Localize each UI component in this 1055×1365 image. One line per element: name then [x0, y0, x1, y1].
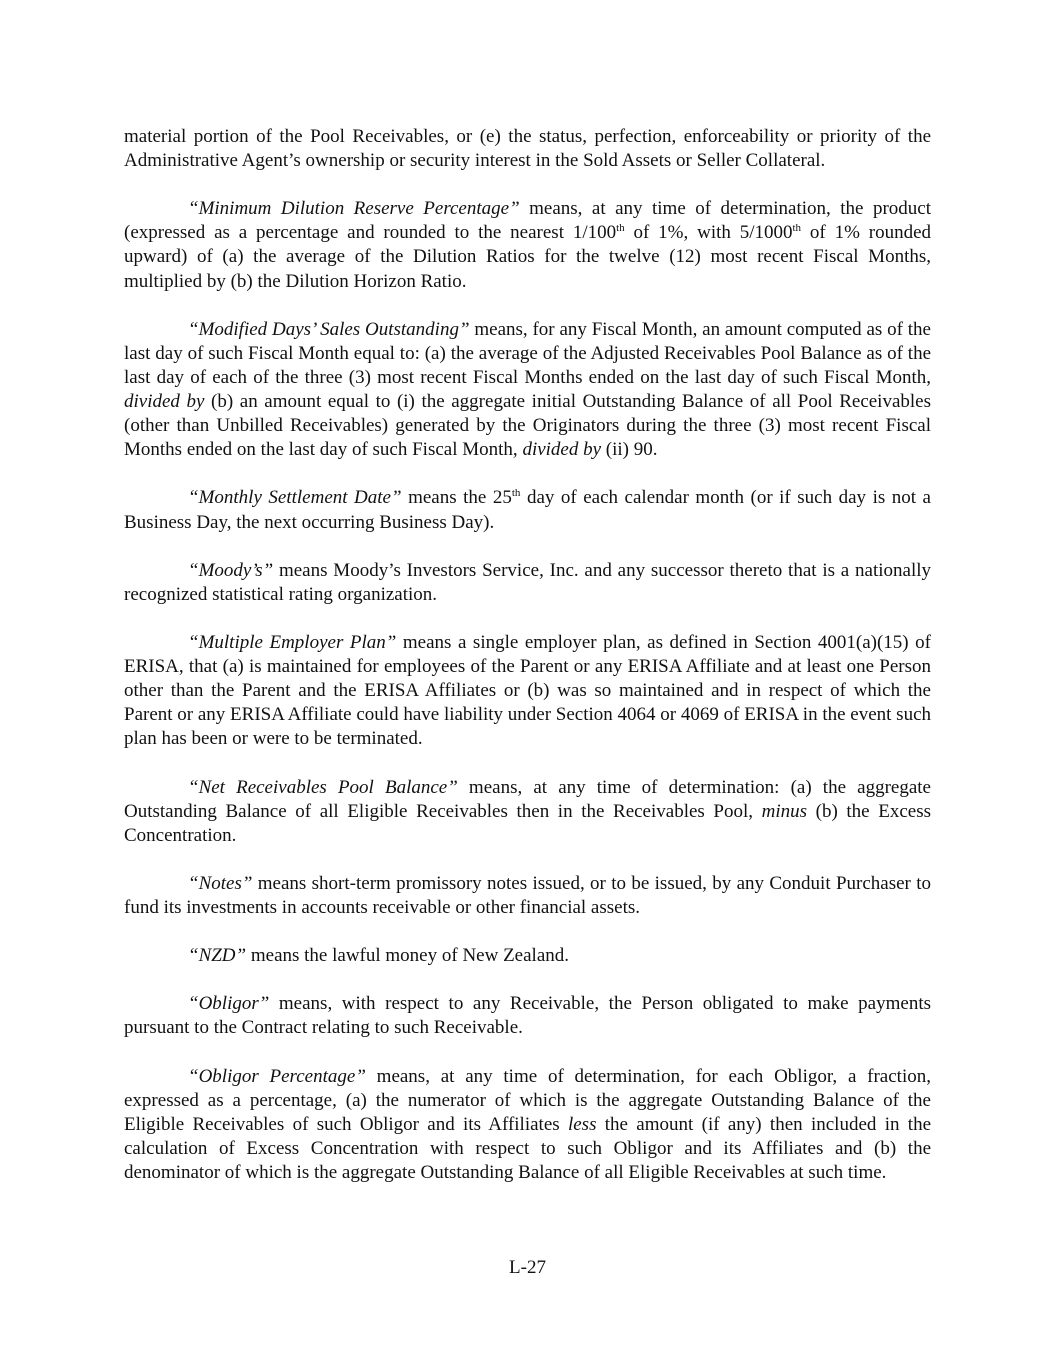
superscript: th — [616, 222, 625, 235]
definition-text: means a single employer plan, as defined in Section 4001(a)(15) of ERISA, that (a) is maintained for employees of the Parent or any ERISA Affiliate and at least one Person other than the Parent and the ERISA Affiliates or (b) was so maintained and in respect of which the Parent or any ERISA Affiliate could have liability under Section 4064 or 4069 of ERISA in the event such plan has been or were to be terminated. — [124, 631, 932, 750]
page-number: L-27 — [509, 1257, 546, 1278]
definition-nzd — [124, 944, 931, 968]
definition-text: means, at any time of determination, the product (expressed as a percentage and rounded to the nearest 1/100 — [124, 198, 931, 244]
definition-text: means, at any time of determination, for each Obligor, a fraction, expressed as a percentage, (a) the numerator of which is the aggregate Outstanding Balance of the Eligible Receivables of such Obligor and its Affiliates — [124, 1065, 931, 1135]
defined-term: “Obligor Percentage” — [188, 1065, 366, 1087]
italic-text: divided by — [522, 439, 602, 461]
definition-text: means Moody’s Investors Service, Inc. and any successor thereto that is a nationally recognized statistical rating organization. — [124, 559, 931, 605]
definition-monthly-settlement-date — [124, 486, 931, 534]
defined-term: “Obligor” — [188, 993, 270, 1015]
definition-obligor-percentage — [124, 1065, 931, 1185]
definition-obligor — [124, 992, 931, 1040]
defined-term: “Modified Days’ Sales Outstanding” — [188, 318, 470, 340]
definition-text: (b) the Excess Concentration. — [124, 800, 931, 846]
defined-term: “Notes” — [188, 872, 253, 894]
defined-term: “Net Receivables Pool Balance” — [188, 776, 458, 798]
definition-minimum-dilution-reserve-percentage — [124, 197, 931, 293]
definition-net-receivables-pool-balance — [124, 776, 931, 848]
definition-text: means, for any Fiscal Month, an amount computed as of the last day of such Fiscal Month equal to: (a) the average of the Adjusted Receivables Pool Balance as of the last day of each of the three (3) most recent Fiscal Months ended on the last day of such Fiscal Month, — [124, 318, 931, 388]
definition-text: means the lawful money of New Zealand. — [246, 945, 569, 967]
definition-text: (ii) 90. — [601, 439, 658, 461]
definition-text: of 1% rounded upward) of (a) the average of the Dilution Ratios for the twelve (12) most recent Fiscal Months, multiplied by (b) the Dilution Horizon Ratio. — [124, 222, 931, 292]
definition-text: of 1%, with 5/1000 — [624, 222, 793, 244]
defined-term: “Multiple Employer Plan” — [188, 631, 397, 653]
superscript: th — [792, 222, 802, 235]
definition-text: means short-term promissory notes issued, or to be issued, by any Conduit Purchaser to fund its investments in accounts receivable or other financial assets. — [124, 872, 931, 918]
definition-multiple-employer-plan — [124, 631, 931, 751]
definition-moodys — [124, 559, 931, 607]
paragraph-text: material portion of the Pool Receivables, or (e) the status, perfection, enforceability or priority of the Administrative Agent’s ownership or security interest in the Sold Assets or Seller Collateral. — [124, 126, 931, 172]
italic-text: minus — [761, 800, 808, 822]
italic-text: divided by — [124, 391, 205, 413]
defined-term: “Monthly Settlement Date” — [188, 487, 402, 509]
paragraph-continuation — [124, 125, 931, 173]
defined-term: “Moody’s” — [188, 559, 274, 581]
document-page — [124, 125, 931, 1185]
italic-text: less — [567, 1113, 597, 1135]
definition-text: the amount (if any) then included in the calculation of Excess Concentration with respect to such Obligor and its Affiliates and (b) the denominator of which is the aggregate Outstanding Balance of all Eligible Receivables at such time. — [124, 1113, 931, 1184]
definition-text: means, at any time of determination: (a) the aggregate Outstanding Balance of all Eligible Receivables then in the Receivables Pool, — [124, 776, 931, 822]
defined-term: “Minimum Dilution Reserve Percentage” — [188, 198, 520, 220]
definition-text: means the 25 — [401, 487, 512, 509]
defined-term: “NZD” — [188, 945, 247, 967]
definition-text: day of each calendar month (or if such day is not a Business Day, the next occurring Business Day). — [124, 487, 931, 533]
definition-text: (b) an amount equal to (i) the aggregate initial Outstanding Balance of all Pool Receivables (other than Unbilled Receivables) generated by the Originators during the three (3) most recent Fiscal Months ended on the last day of such Fiscal Month, — [124, 391, 932, 461]
definition-notes — [124, 872, 931, 920]
superscript: th — [511, 487, 521, 500]
definition-text: means, with respect to any Receivable, the Person obligated to make payments pursuant to the Contract relating to such Receivable. — [124, 993, 931, 1039]
definition-modified-days-sales-outstanding — [124, 318, 931, 463]
